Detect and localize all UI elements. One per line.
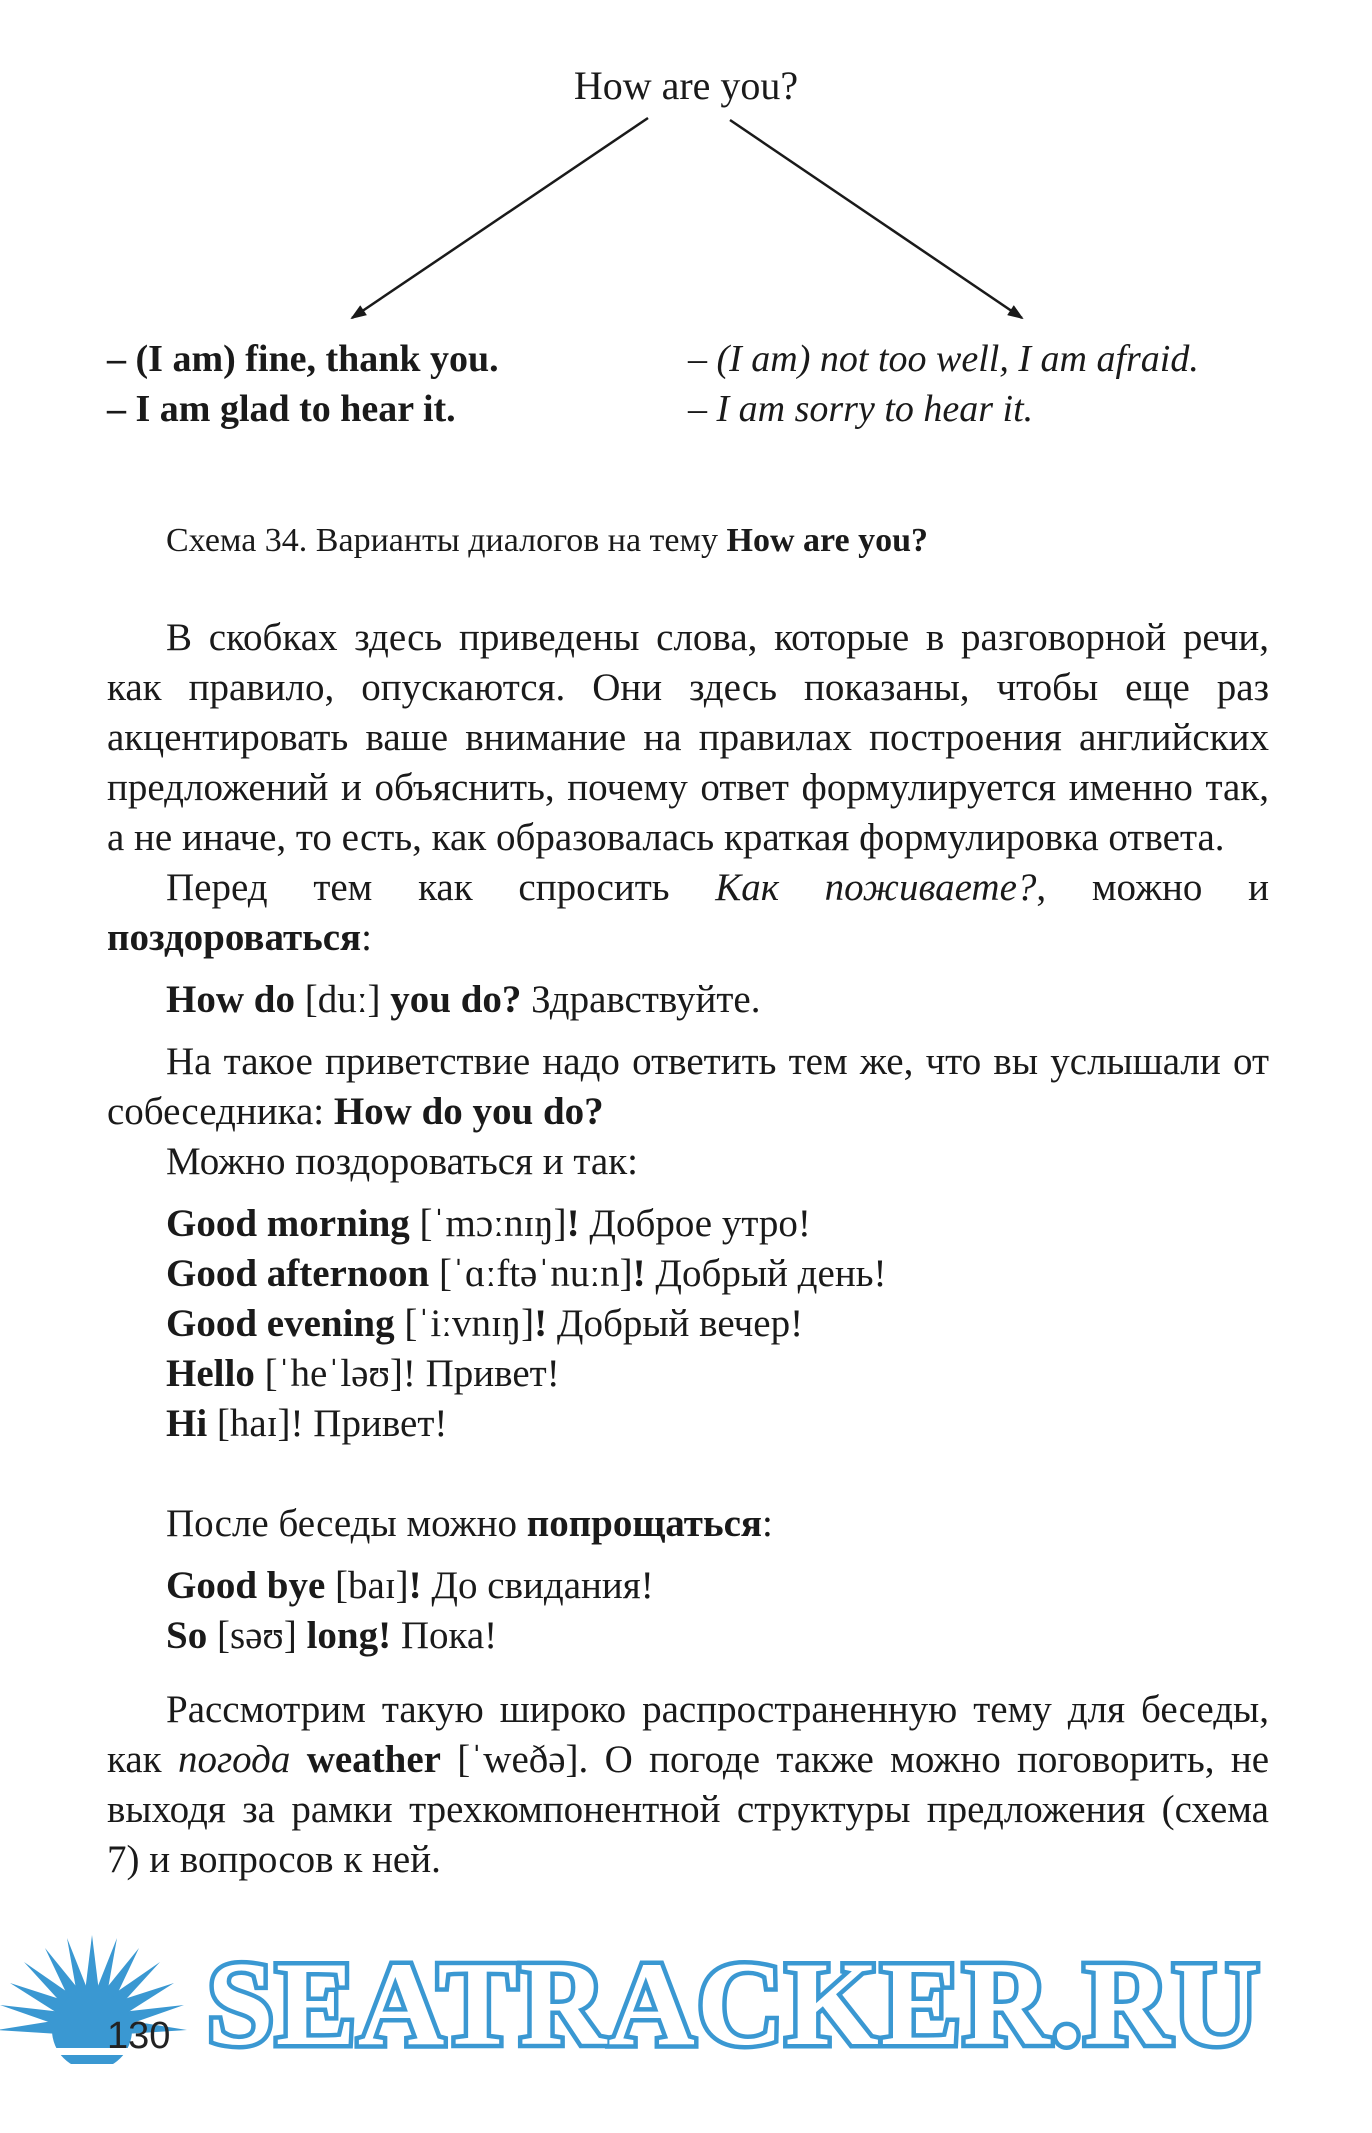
greetings-list <box>107 1199 1269 1449</box>
how-do-you-do-line <box>107 975 1269 1025</box>
translation: Привет! <box>415 1352 560 1395</box>
bold-run: you do? <box>390 978 522 1021</box>
paragraph-greet <box>107 863 1269 963</box>
translation: Пока! <box>391 1614 498 1657</box>
exclamation: ! <box>632 1252 646 1295</box>
watermark-text: SEATRACKER.RU <box>207 1937 1261 2070</box>
text-run: [ˈweðə]. О погоде также можно поговорить, не выходя за рамки трехкомпонентной структуры предложения (схема 7) и вопросов к ней. <box>107 1738 1270 1881</box>
paragraph-brackets: В скобках здесь приведены слова, которые в разговорной речи, как правило, опускаются. Они здесь показаны, чтобы еще раз акцентировать ваше внимание на правилах построения английских предложений и объяснить, почему ответ формулируется именно так, а не иначе, то есть, как образовалась краткая формулировка ответа. <box>107 616 1269 859</box>
paragraph-also: Можно поздороваться и так: <box>166 1140 638 1183</box>
farewells-list <box>107 1561 1269 1661</box>
paragraph-reply <box>107 1037 1269 1137</box>
page-number: 130 <box>107 2015 171 2057</box>
transcription: [duː] <box>294 978 391 1021</box>
transcription: [ˈmɔːnɪŋ] <box>409 1202 567 1245</box>
translation: Здравствуйте. <box>521 978 761 1021</box>
bold-run: попрощаться <box>526 1502 762 1545</box>
positive-reply: – I am glad to hear it. <box>107 388 456 430</box>
italic-run: погода <box>177 1738 291 1781</box>
exclamation: ! <box>534 1302 548 1345</box>
transcription: [baɪ] <box>325 1564 409 1607</box>
greeting-en: Good morning <box>166 1202 410 1245</box>
exclamation: ! <box>566 1202 580 1245</box>
translation: Привет! <box>303 1402 448 1445</box>
text-run <box>290 1738 306 1781</box>
paragraph-farewell <box>107 1499 1269 1549</box>
caption-prefix: Схема 34. Варианты диалогов на тему <box>166 522 727 559</box>
farewell-line <box>107 1561 1269 1611</box>
text-run: После беседы можно <box>166 1502 527 1545</box>
dialog-scheme <box>0 0 1372 460</box>
farewell-en: So <box>166 1614 208 1657</box>
text-run: : <box>761 1502 773 1545</box>
greeting-line <box>107 1299 1269 1349</box>
farewell-en-tail: long! <box>306 1614 392 1657</box>
greeting-line <box>107 1349 1269 1399</box>
translation: Добрый вечер! <box>547 1302 804 1345</box>
paragraph-weather <box>107 1685 1269 1885</box>
greeting-en: Good afternoon <box>166 1252 430 1295</box>
farewell-line <box>107 1611 1269 1661</box>
transcription: [haɪ] <box>207 1402 291 1445</box>
scheme-caption <box>166 522 928 560</box>
caption-bold: How are you? <box>726 522 928 559</box>
italic-run: Как поживаете? <box>715 866 1037 909</box>
exclamation: ! <box>402 1352 416 1395</box>
greeting-line <box>107 1399 1269 1449</box>
scheme-branch-negative <box>688 334 1199 434</box>
exclamation: ! <box>290 1402 304 1445</box>
text-run: Перед тем как спросить <box>166 866 716 909</box>
scheme-branch-positive <box>107 334 499 434</box>
greeting-en: Hi <box>166 1402 208 1445</box>
page-body <box>107 613 1269 1885</box>
translation: До свидания! <box>421 1564 654 1607</box>
transcription: [ˈiːvnɪŋ] <box>394 1302 535 1345</box>
greeting-line <box>107 1249 1269 1299</box>
bold-run: How do <box>166 978 295 1021</box>
positive-answer: – (I am) fine, thank you. <box>107 338 499 380</box>
scheme-question: How are you? <box>573 63 799 108</box>
greeting-line <box>107 1199 1269 1249</box>
text-run: Рассмотрим такую широко распространенную тему для беседы, как <box>107 1688 1269 1781</box>
exclamation: ! <box>408 1564 422 1607</box>
transcription: [ˈɑːftəˈnuːn] <box>429 1252 633 1295</box>
bold-run: weather <box>306 1738 441 1781</box>
translation: Доброе утро! <box>579 1202 811 1245</box>
arrow-right <box>730 120 1022 318</box>
greeting-en: Good evening <box>166 1302 395 1345</box>
negative-answer: – (I am) not too well, I am afraid. <box>688 338 1199 380</box>
arrow-left <box>352 118 648 318</box>
greeting-en: Hello <box>166 1352 255 1395</box>
bold-run: поздороваться <box>107 916 362 959</box>
transcription: [ˈheˈləʊ] <box>254 1352 403 1395</box>
text-run: , можно и <box>1036 866 1269 909</box>
negative-reply: – I am sorry to hear it. <box>688 388 1034 430</box>
bold-run: How do you do? <box>333 1090 604 1133</box>
text-run: На такое приветствие надо ответить тем же, что вы услышали от собеседника: <box>107 1040 1269 1133</box>
transcription: [səʊ] <box>207 1614 307 1657</box>
farewell-en: Good bye <box>166 1564 326 1607</box>
text-run: : <box>361 916 372 959</box>
translation: Добрый день! <box>645 1252 887 1295</box>
